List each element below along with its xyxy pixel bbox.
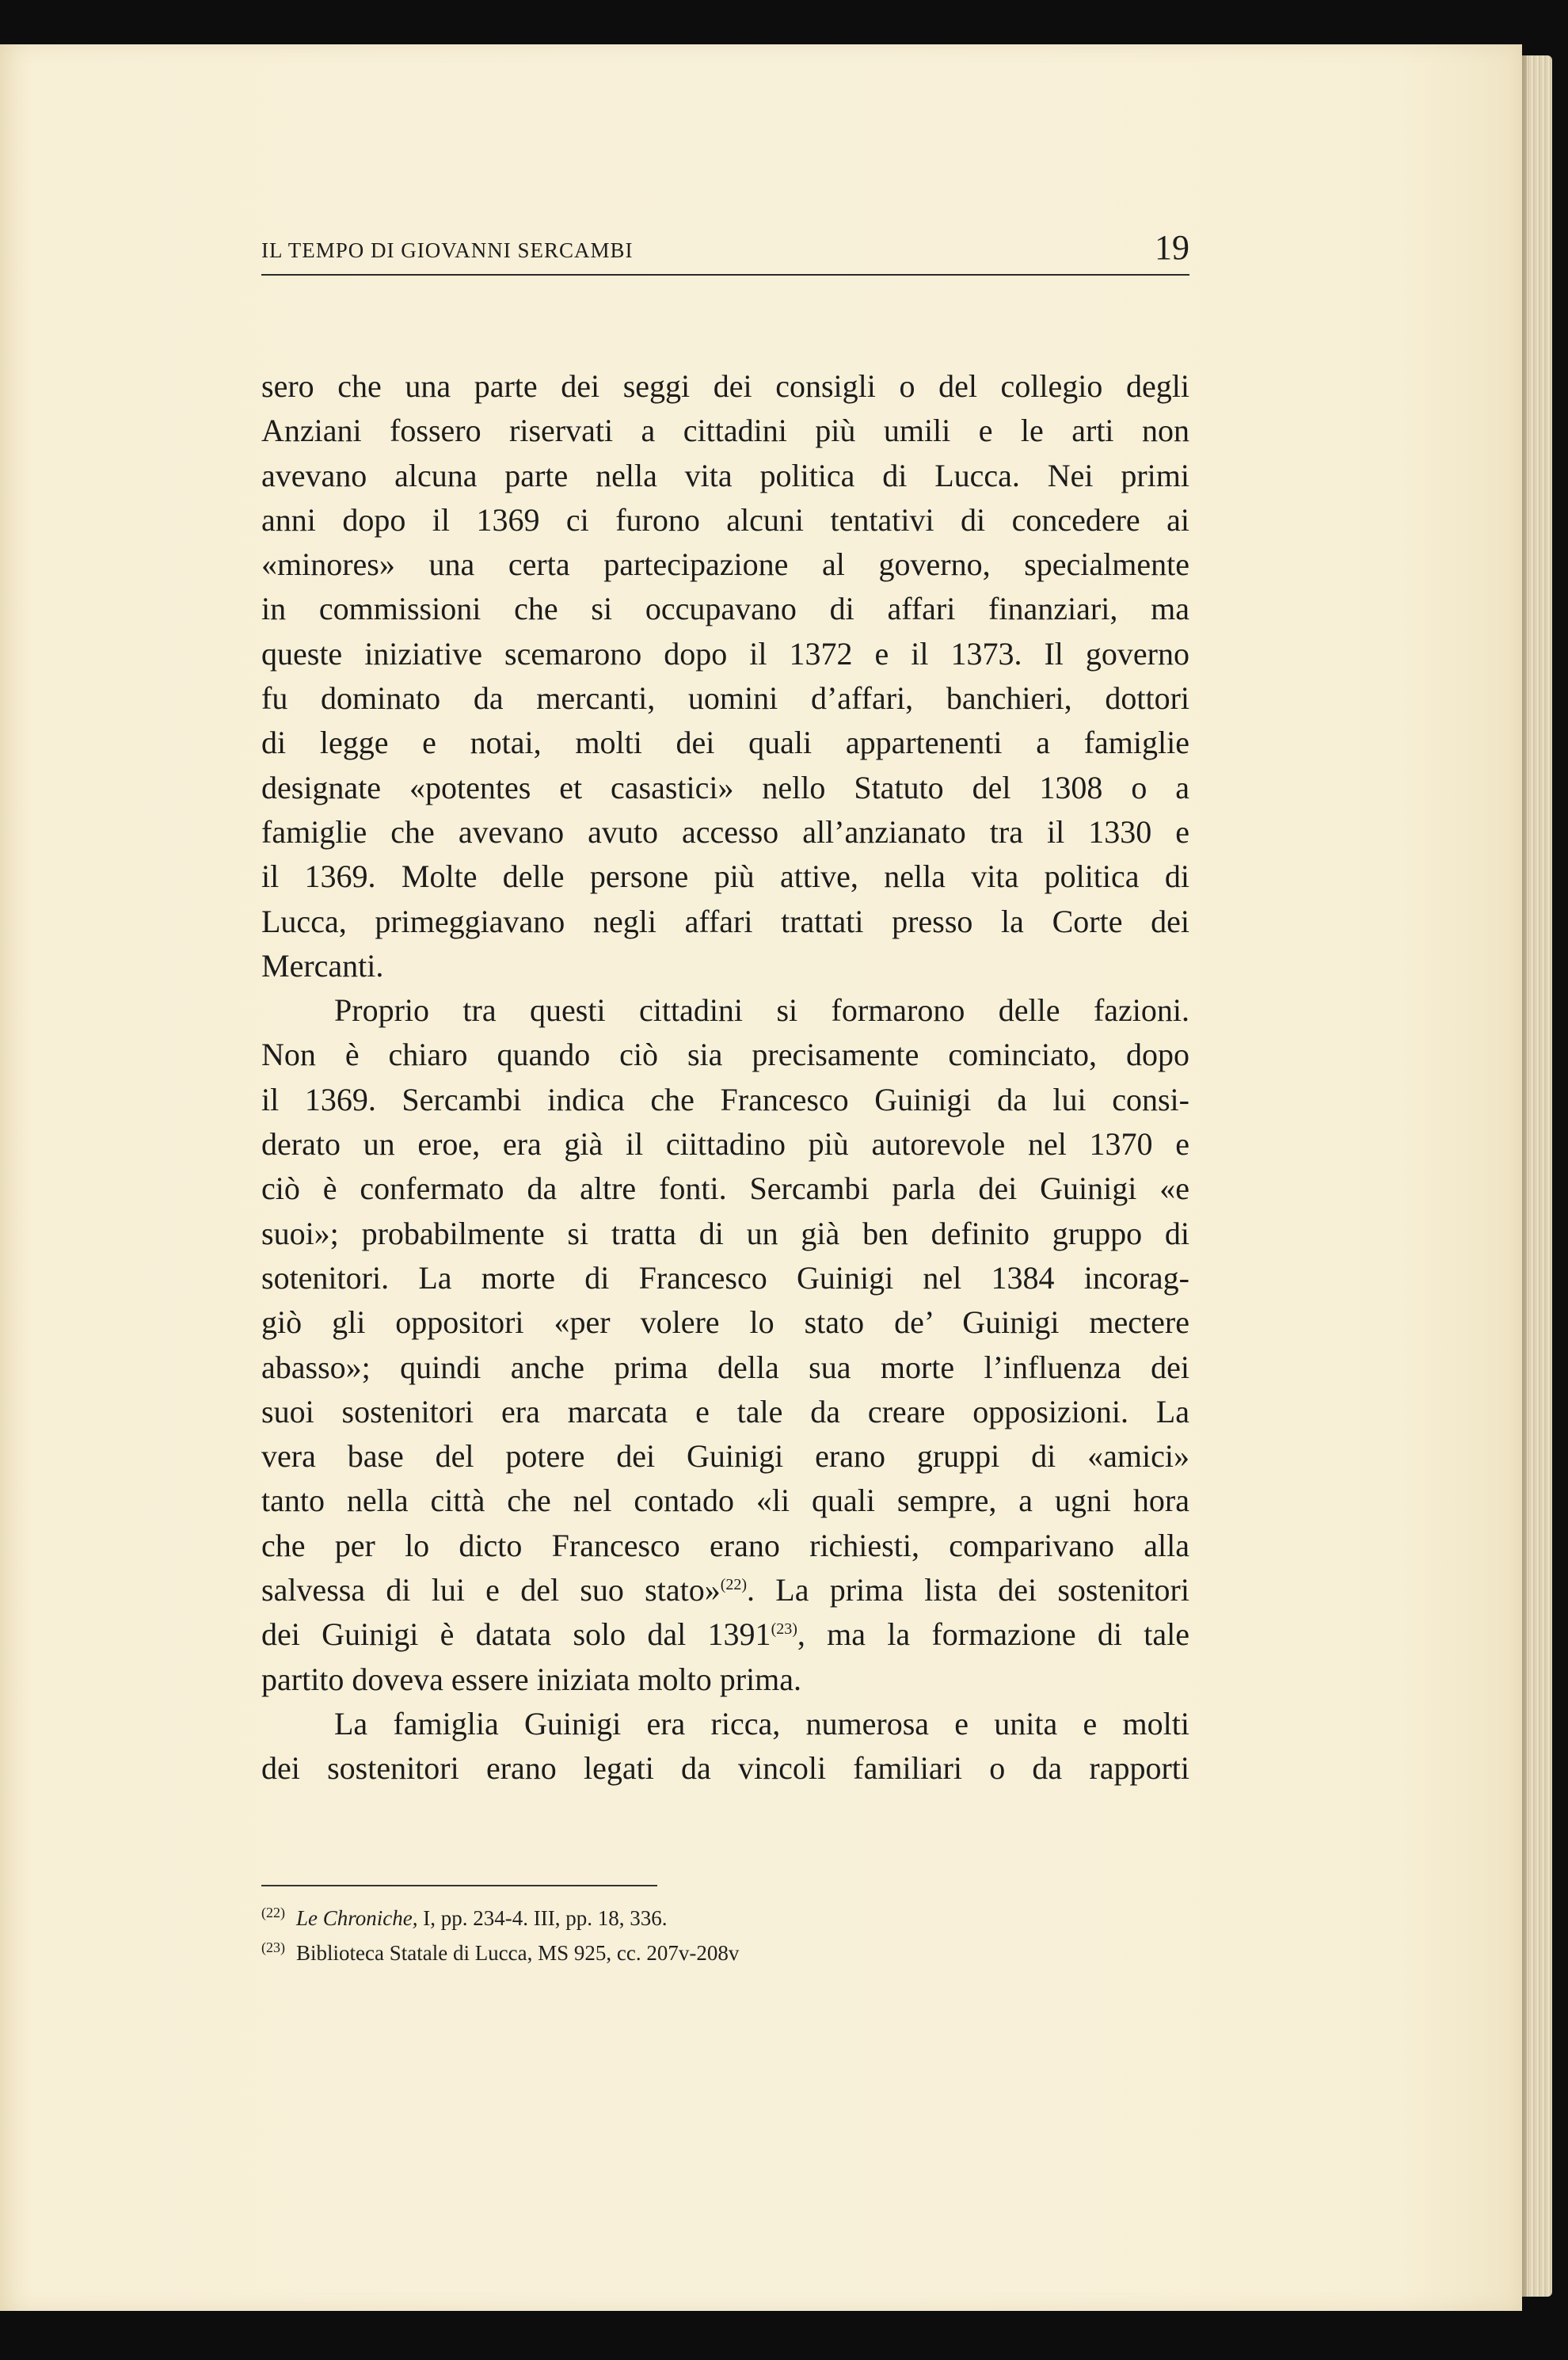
text-line: «minores» una certa partecipazione al governo, specialmente (261, 546, 1189, 583)
footnote-text: I, pp. 234-4. III, pp. 18, 336. (417, 1906, 668, 1930)
text-fragment: , ma la formazione di tale (797, 1616, 1189, 1653)
text-fragment: salvessa di lui e del suo stato» (261, 1572, 721, 1608)
text-line: avevano alcuna parte nella vita politica di Lucca. Nei primi (261, 457, 1189, 493)
text-line: partito doveva essere iniziata molto prima. (261, 1661, 801, 1697)
text-line: fu dominato da mercanti, uomini d’affari, banchieri, dottori (261, 680, 1189, 717)
text-line: derato un eroe, era già il ciittadino più autorevole nel 1370 e (261, 1126, 1189, 1163)
text-line-with-note (261, 1568, 1189, 1612)
text-line: vera base del potere dei Guinigi erano gruppi di «amici» (261, 1438, 1189, 1475)
text-fragment: . La prima lista dei sostenitori (747, 1572, 1189, 1608)
text-line: anni dopo il 1369 ci furono alcuni tentativi di concedere ai (261, 501, 1189, 538)
text-line: suoi»; probabilmente si tratta di un già ben definito gruppo di (261, 1215, 1189, 1251)
footnote-italic: Le Chroniche, (296, 1906, 418, 1930)
page-edge-shadow (1522, 55, 1527, 2297)
text-line: Anziani fossero riservati a cittadini più umili e le arti non (261, 413, 1189, 449)
body-text (261, 364, 1189, 1791)
text-line: abasso»; quindi anche prima della sua morte l’influenza dei (261, 1349, 1189, 1385)
footnote-ref-23: (23) (771, 1620, 797, 1639)
text-line: famiglie che avevano avuto accesso all’anzianato tra il 1330 e (261, 813, 1189, 850)
text-line: ciò è confermato da altre fonti. Sercambi parla dei Guinigi «e (261, 1170, 1189, 1207)
running-header (261, 223, 1189, 276)
text-line: sotenitori. La morte di Francesco Guinigi nel 1384 incorag- (261, 1259, 1189, 1296)
text-line: di legge e notai, molti dei quali appartenenti a famiglie (261, 725, 1189, 761)
footnote-text: Biblioteca Statale di Lucca, MS 925, cc. 207v-208v (296, 1941, 740, 1965)
text-line: il 1369. Sercambi indica che Francesco Guinigi da lui consi- (261, 1081, 1189, 1117)
text-line-with-note (261, 1612, 1189, 1657)
footnote-rule (261, 1885, 657, 1886)
page-number: 19 (1155, 228, 1189, 267)
text-line: tanto nella città che nel contado «li quali sempre, a ugni hora (261, 1483, 1189, 1519)
text-line: Mercanti. (261, 947, 384, 984)
footnote-mark: (22) (261, 1905, 285, 1920)
text-line: queste iniziative scemarono dopo il 1372 e il 1373. Il governo (261, 635, 1189, 672)
paragraph-3 (261, 1702, 1189, 1791)
text-line: il 1369. Molte delle persone più attive, nella vita politica di (261, 858, 1189, 895)
text-line: che per lo dicto Francesco erano richiesti, comparivano alla (261, 1527, 1189, 1563)
text-line: sero che una parte dei seggi dei consigli o del collegio degli (261, 368, 1189, 404)
footnote-ref-22: (22) (720, 1576, 748, 1594)
text-fragment: dei Guinigi è datata solo dal 1391 (261, 1616, 771, 1653)
text-line: Non è chiaro quando ciò sia precisamente cominciato, dopo (261, 1037, 1189, 1073)
running-title: IL TEMPO DI GIOVANNI SERCAMBI (261, 238, 634, 262)
text-line: dei sostenitori erano legati da vincoli familiari o da rapporti (261, 1750, 1189, 1787)
text-line: in commissioni che si occupavano di affari finanziari, ma (261, 591, 1189, 627)
paragraph-2 (261, 988, 1189, 1702)
text-line: designate «potentes et casastici» nello Statuto del 1308 o a (261, 769, 1189, 805)
footnote-23 (261, 1936, 1189, 1970)
footnotes (261, 1901, 1189, 1970)
text-line: La famiglia Guinigi era ricca, numerosa e unita e molti (334, 1705, 1189, 1741)
text-line: Lucca, primeggiavano negli affari trattati presso la Corte dei (261, 903, 1189, 939)
footnote-22 (261, 1901, 1189, 1936)
footnote-mark: (23) (261, 1939, 285, 1955)
text-line: suoi sostenitori era marcata e tale da creare opposizioni. La (261, 1393, 1189, 1429)
text-line: Proprio tra questi cittadini si formarono delle fazioni. (334, 992, 1189, 1029)
text-line: giò gli oppositori «per volere lo stato de’ Guinigi mectere (261, 1304, 1189, 1341)
paragraph-1 (261, 364, 1189, 988)
